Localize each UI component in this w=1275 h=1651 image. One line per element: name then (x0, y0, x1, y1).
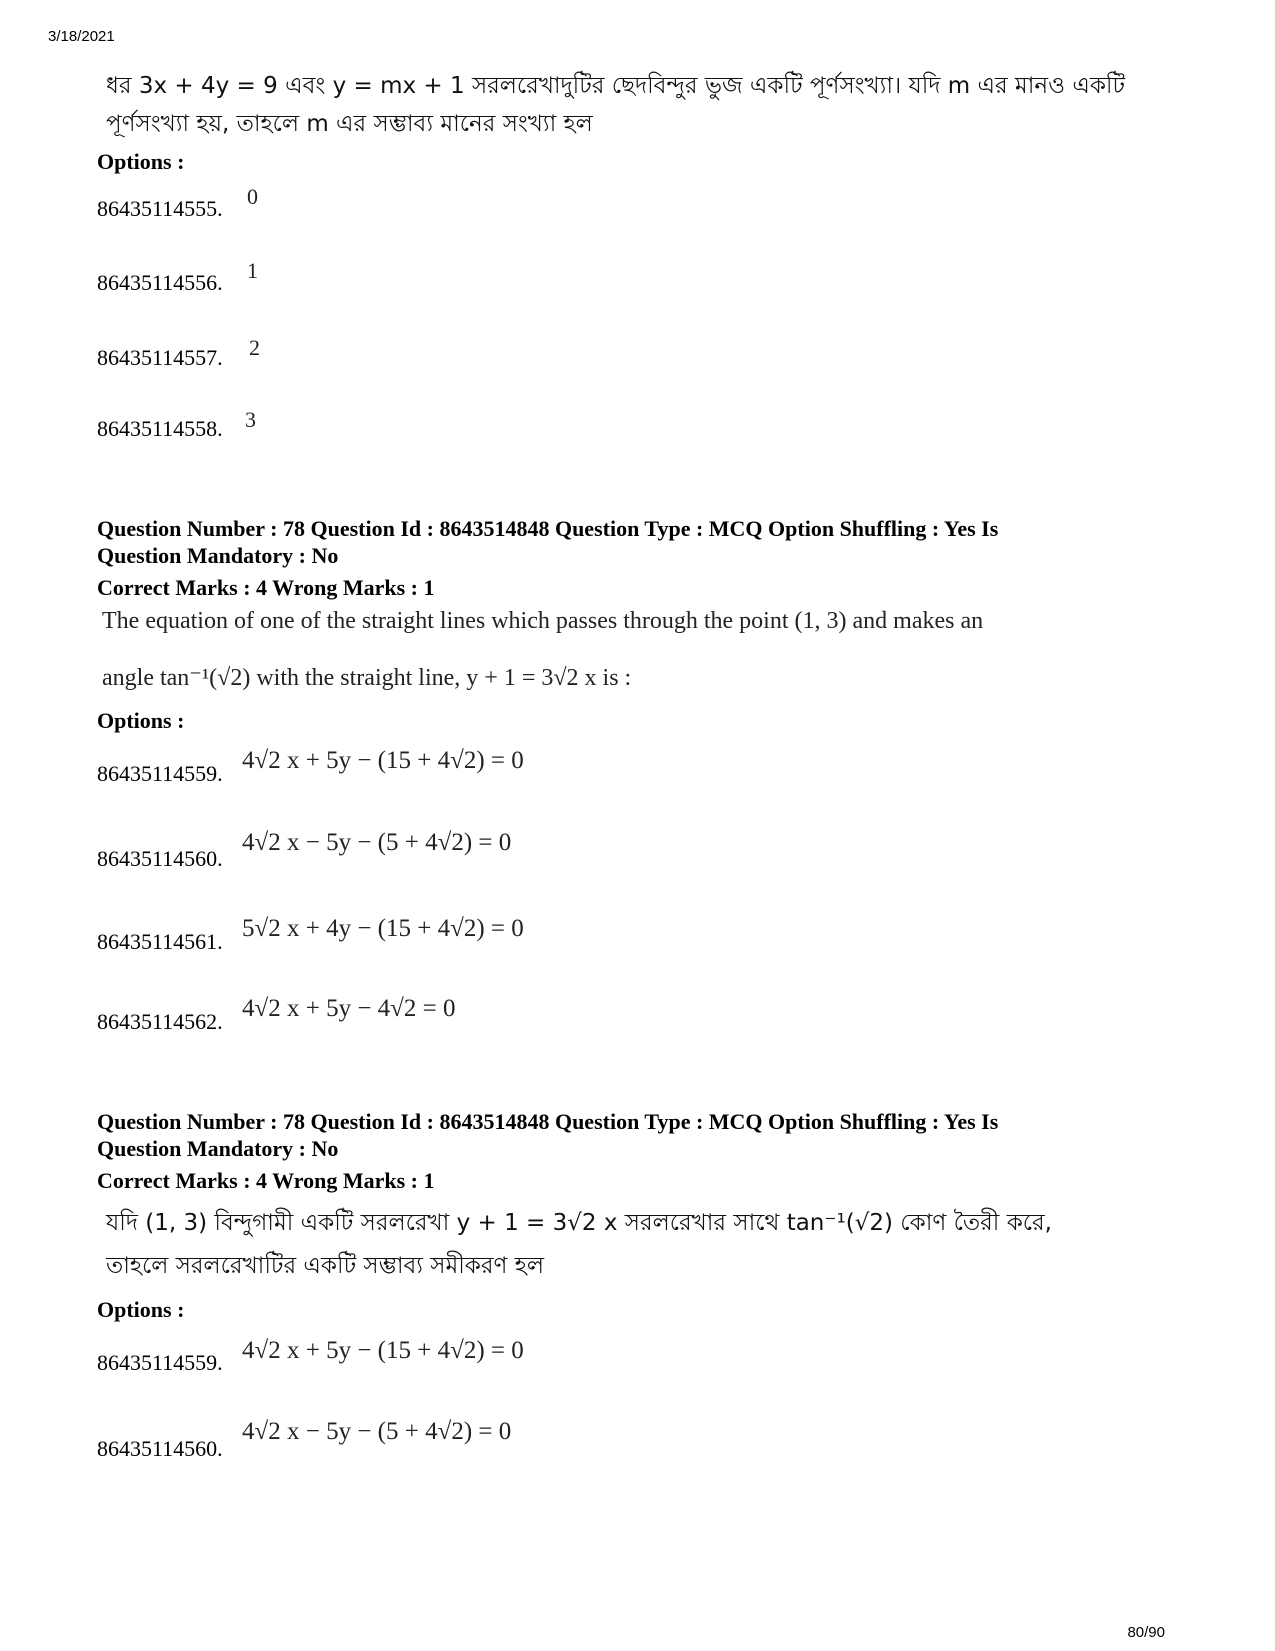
option-id: 86435114562. (97, 1009, 223, 1034)
page-date: 3/18/2021 (48, 28, 115, 45)
option-equation: 4√2 x + 5y − (15 + 4√2) = 0 (242, 1337, 524, 1364)
question-meta-line-2: Question Mandatory : No (97, 543, 339, 568)
option-equation: 4√2 x − 5y − (5 + 4√2) = 0 (242, 829, 512, 856)
question-text-line-1: ধর 3x + 4y = 9 এবং y = mx + 1 সরলরেখাদুটির ছেদবিন্দুর ভুজ একটি পূর্ণসংখ্যা। যদি m এর মানও একটি (106, 73, 1126, 99)
option-id: 86435114555. (97, 196, 223, 221)
option-equation: 4√2 x + 5y − (15 + 4√2) = 0 (242, 747, 524, 774)
option-id: 86435114559. (97, 761, 223, 786)
page-number: 80/90 (1127, 1624, 1165, 1641)
question-meta-line-1: Question Number : 78 Question Id : 8643514848 Question Type : MCQ Option Shuffling : Yes Is (97, 516, 999, 541)
question-text-line-2: তাহলে সরলরেখাটির একটি সম্ভাব্য সমীকরণ হল (106, 1253, 544, 1279)
option-id: 86435114560. (97, 846, 223, 871)
option-equation: 4√2 x − 5y − (5 + 4√2) = 0 (242, 1418, 512, 1445)
option-id: 86435114560. (97, 1436, 223, 1461)
option-value: 0 (247, 184, 258, 209)
option-id: 86435114556. (97, 270, 223, 295)
question-text-line-2: angle tan⁻¹(√2) with the straight line, y + 1 = 3√2 x is : (102, 665, 632, 691)
question-meta-line-1: Question Number : 78 Question Id : 8643514848 Question Type : MCQ Option Shuffling : Yes Is (97, 1109, 999, 1134)
options-label: Options : (97, 708, 185, 733)
option-value: 2 (249, 335, 260, 360)
question-text-line-1: যদি (1, 3) বিন্দুগামী একটি সরলরেখা y + 1 = 3√2 x সরলরেখার সাথে tan⁻¹(√2) কোণ তৈরী করে, (106, 1210, 1052, 1236)
option-value: 3 (245, 407, 256, 432)
marks-line: Correct Marks : 4 Wrong Marks : 1 (97, 1168, 435, 1193)
options-label: Options : (97, 149, 185, 174)
option-id: 86435114561. (97, 929, 223, 954)
options-label: Options : (97, 1297, 185, 1322)
question-text-line-1: The equation of one of the straight lines which passes through the point (1, 3) and makes an (102, 608, 984, 634)
option-value: 1 (247, 258, 258, 283)
option-equation: 5√2 x + 4y − (15 + 4√2) = 0 (242, 915, 524, 942)
option-id: 86435114558. (97, 416, 223, 441)
marks-line: Correct Marks : 4 Wrong Marks : 1 (97, 575, 435, 600)
option-id: 86435114559. (97, 1350, 223, 1375)
question-meta-line-2: Question Mandatory : No (97, 1136, 339, 1161)
question-text-line-2: পূর্ণসংখ্যা হয়, তাহলে m এর সম্ভাব্য মানের সংখ্যা হল (106, 111, 593, 137)
option-id: 86435114557. (97, 345, 223, 370)
option-equation: 4√2 x + 5y − 4√2 = 0 (242, 995, 456, 1022)
